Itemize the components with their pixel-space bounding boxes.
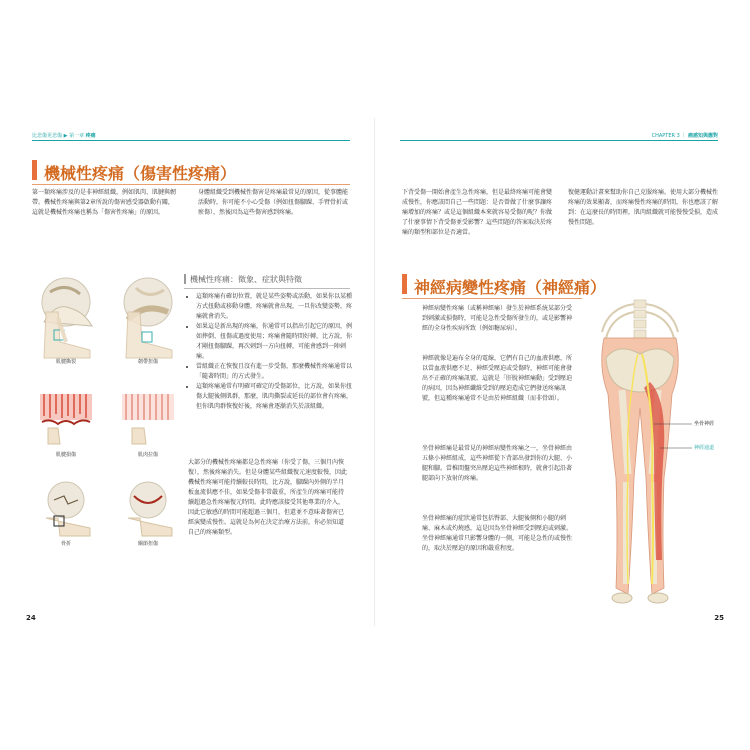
page-title: 機械性疼痛（傷害性疼痛）	[44, 164, 237, 183]
left-page	[22, 118, 358, 626]
part-label: 第一章	[69, 133, 85, 139]
neuropathic-paragraph-4: 坐骨神經痛的症狀通常包括臀部、大腿後側和小腿的刺痛、麻木或灼燒感，這是因為坐骨神經受到壓迫或刺激。坐骨神經痛通常只影響身體的一側，可能是急性的或慢性的，取決於壓迫的原因和嚴重程度。	[422, 515, 573, 552]
joint-sprain-illustration	[118, 478, 178, 538]
running-header	[32, 132, 96, 139]
sciatic-nerve-illustration	[588, 298, 692, 610]
label-nerve-pathway: 神經通道	[694, 445, 715, 451]
section-title: 神經病變性疼痛（神經痛）	[414, 278, 607, 297]
label-sciatic-nerve: 坐骨神經	[694, 421, 715, 427]
bullet-item: • 這類疼痛有確切位置，就是某些姿勢或活動，如果你以某種方式扭動或移動身體，疼痛就會出現，一旦你改變姿勢，疼痛就會消失。	[196, 292, 356, 322]
chapter-label: CHAPTER 3	[651, 133, 680, 139]
running-header: CHAPTER 3 ｜ 痛感知與應對	[651, 133, 718, 139]
caption-4: 肌肉拉傷	[137, 452, 158, 458]
header-separator: ▶	[63, 133, 68, 139]
caption-6: 關節扭傷	[137, 541, 158, 547]
caption-3: 肌腱損傷	[55, 452, 76, 458]
ankle-illustration-1	[36, 302, 96, 362]
bullet-item: • 當組織正在恢復且沒有進一步受傷，那麼機械性疼痛通常以「隨著時間」的方式發生。	[196, 362, 356, 382]
book-spine	[374, 118, 375, 626]
neuropathic-paragraph-2: 神經就像是遍布全身的電線，它們有自己的血液供應，所以當血液供應不足、神經受壓迫或受傷時，神經可能會發出不正確的疼痛訊號。這就是「肝脫神經痛動」受到壓迫的病因，因為神經纖維受到的壓迫造成它們發送疼痛訊號，但這種疼痛通常不是由於神經組織（而非骨頭）。	[422, 355, 573, 402]
top-column-2: 復健運動計畫來幫助你自己克服疼痛。使用大部分機械性疼痛的效果顯著，而疼痛慢性疼痛的時間，你也應該了解到：在這麼長的時間裡，肌肉組織就可能慢慢受損，造成慢性問題。	[568, 189, 719, 226]
title-accent-bar	[32, 160, 37, 180]
top-column-1: 下背受傷一開始會產生急性疼痛，但是最終疼痛可能會變成慢性，你應該問自己一些問題：是否曾做了什麼事讓疼痛增加的疼痛？或是這個組織本來就容易受傷的呢？你做了什麼事情下背受傷並受影響？這些問題的答案取決於疼痛的類型和部位是否適當。	[402, 189, 553, 236]
page-number: 24	[26, 614, 36, 622]
section-rule	[184, 288, 350, 289]
symptom-bullet-list	[188, 292, 356, 412]
title-rule	[32, 184, 350, 185]
intro-column-2: 身體組織受到機械性傷害是疼痛最常見的原因，從事體能活動時，你可能不小心受傷（例如扭傷腳踝、手臂骨折或瘀傷），然後因為這些傷害感到疼痛。	[198, 189, 349, 216]
caption-1: 肌腱撕裂	[55, 359, 76, 365]
section-accent-bar	[184, 274, 186, 284]
caption-2: 韌帶扭傷	[137, 359, 158, 365]
header-rule	[32, 140, 350, 141]
title-accent-bar	[402, 274, 407, 294]
book-title: 比悲傷更悲傷	[32, 133, 63, 139]
ankle-illustration-2	[118, 302, 178, 362]
neuropathic-paragraph-1: 神經病變性疼痛（或稱神經痛）發生於神經系統某部分受到刺激或損傷時，可能是急性受傷所發生的，或是影響神經的全身性疾病所致（例如糖尿病）。	[422, 305, 573, 332]
chapter-label: 疼痛	[85, 133, 96, 139]
right-page	[392, 118, 728, 626]
title-rule	[402, 298, 582, 299]
caption-5: 骨折	[60, 541, 71, 547]
intro-column-1: 第一類疼痛涉及的是非神經組織，例如肌肉、肌腱與韌帶。機械性疼痛與第2章所說的傷害感受器啟動有關，這就是機械性疼痛也稱為「傷害性疼痛」的原因。	[32, 189, 177, 216]
neuropathic-paragraph-3: 坐骨神經痛是最常見的神經病變性疼痛之一，坐骨神經由五條小神經組成，這些神經從下背部出發到你的大腿、小腿和腳。當椎間盤突出壓迫這些神經根時，就會引起沿著腿部向下放射的疼痛。	[422, 445, 573, 482]
tendon-injury-illustration	[36, 388, 96, 448]
page-number: 25	[714, 614, 724, 622]
muscle-strain-illustration	[118, 388, 178, 448]
header-rule	[400, 140, 718, 141]
fracture-illustration	[36, 478, 96, 538]
bullet-item: • 這類疼痛通常有明確可確定的受傷部位，比方說，如果你扭傷大腿後側肌群，那麼，肌肉撕裂或延長的部位會有疼痛，但你肌肉群恢復好後，疼痛會逐漸消失於該組織。	[196, 382, 356, 412]
bullet-item: • 如果這是新出現的疼痛，你通常可以指出引起它的原因，例如摔倒、扭傷或過度使用；疼痛會隨時間好轉，比方說，你才剛扭傷腳踝，再次刺到一方向扭轉，可能會感到一陣刺痛。	[196, 322, 356, 362]
section-heading: 機械性疼痛：徵象、症狀與特徵	[190, 275, 302, 284]
chapter-title: 痛感知與應對	[687, 133, 718, 139]
body-paragraph: 大部分的機械性疼痛都是急性疼痛（你受了傷，三個月內恢復），然後疼痛消失。但是身體某些組織復元速度較慢，因此機械性疼痛可能持續較長時間，比方說，腳踝內外側的半月板血流供應不佳，如果受傷非常嚴重，所產生的疼痛可能持續超過急性疼痛復元時間。此時應該接受其他專業的介入，因此它敏感的時間可能超過三個月，但還並不意味著傷害已經演變成慢性。這就是為何在決定治療方法前，你必須知道自己的疼痛類型。	[188, 459, 348, 536]
